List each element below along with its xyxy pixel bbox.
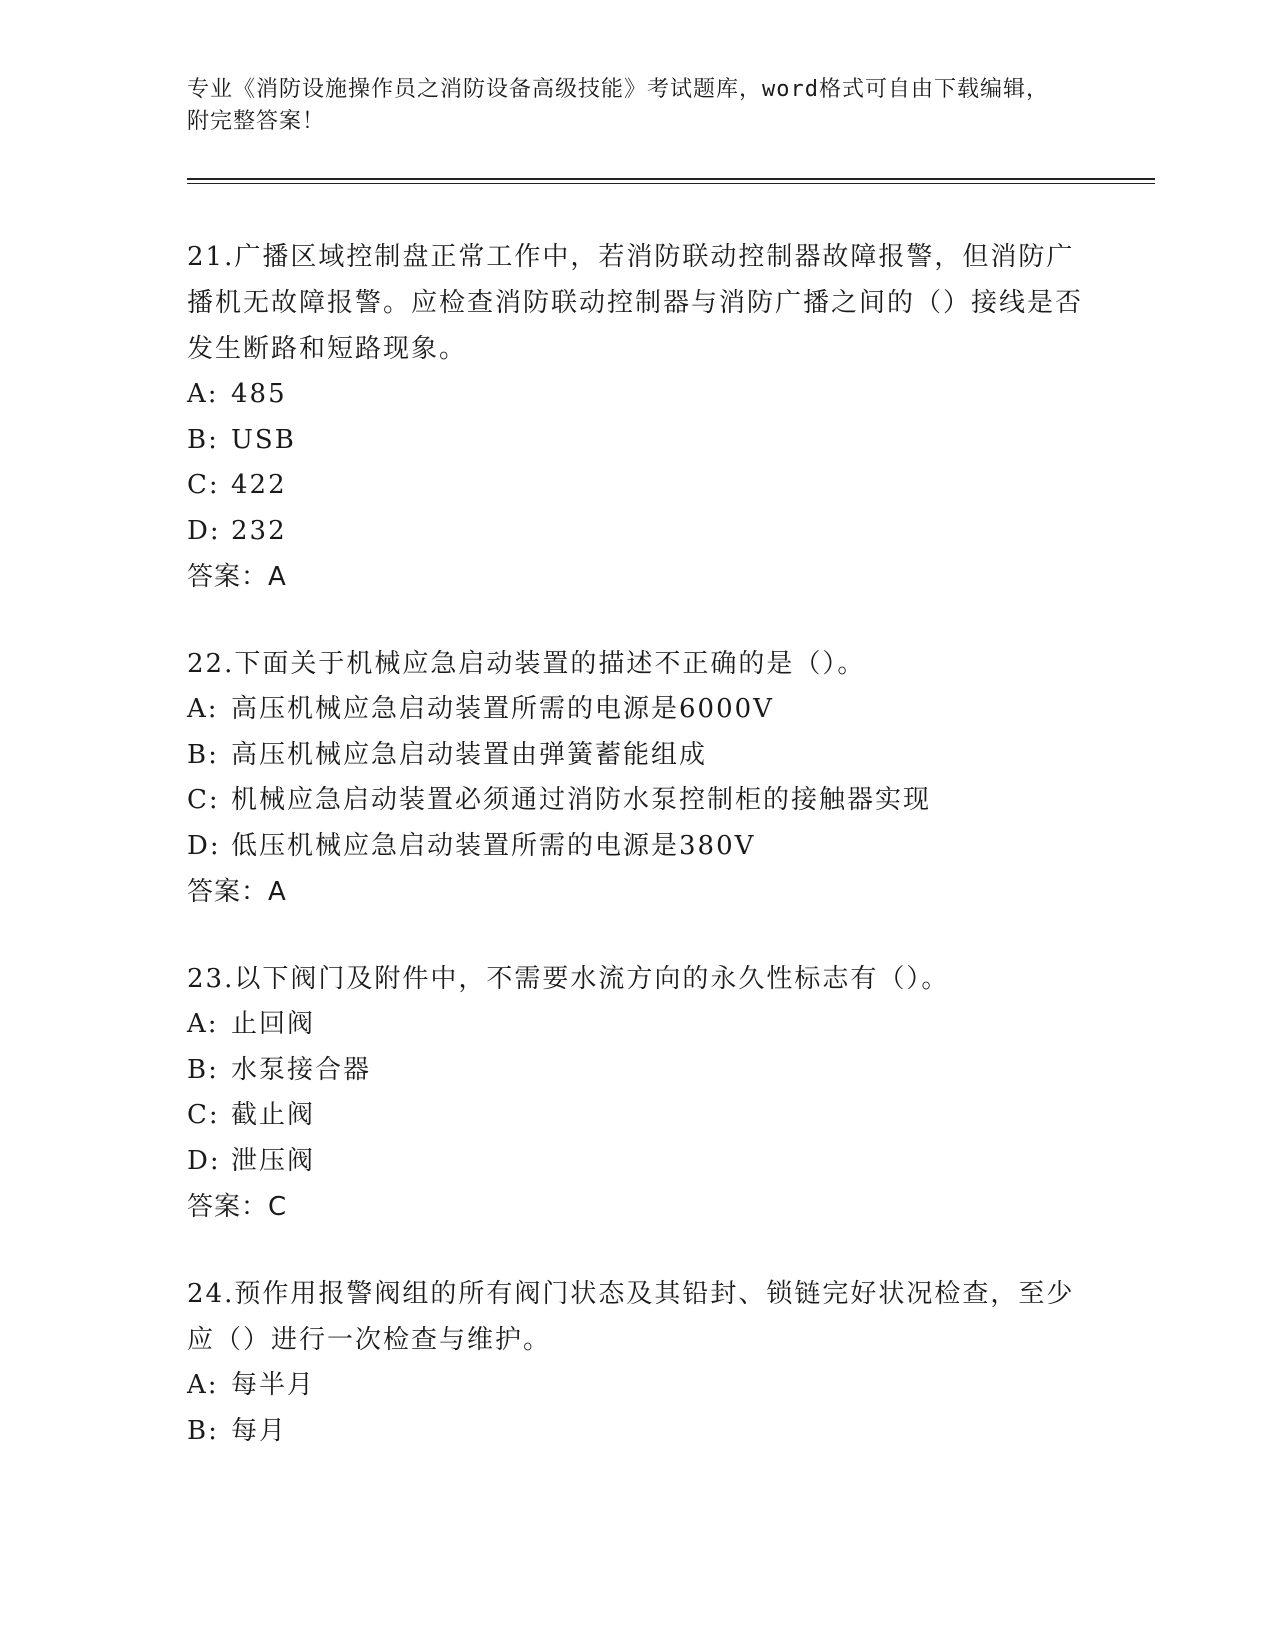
option-text: 低压机械应急启动装置所需的电源是380V (231, 830, 756, 861)
option-text: 泄压阀 (231, 1145, 316, 1176)
answer-line: 答案：C (187, 1192, 288, 1222)
option-letter: B: (187, 1415, 219, 1446)
answer-line: 答案：A (187, 877, 287, 907)
option-letter: A: (187, 694, 219, 724)
option-letter: D: (187, 1145, 221, 1176)
option-b (187, 1409, 1087, 1455)
option-letter: C: (187, 785, 220, 815)
option-b (187, 418, 1087, 464)
option-a (187, 1363, 1087, 1409)
question-stem: 21.广播区域控制盘正常工作中，若消防联动控制器故障报警，但消防广播机无故障报警。应检查消防联动控制器与消防广播之间的（）接线是否发生断路和短路现象。 (187, 242, 1084, 364)
option-text: 截止阀 (231, 1100, 316, 1130)
option-letter: D: (187, 515, 221, 546)
option-text: 高压机械应急启动装置由弹簧蓄能组成 (231, 739, 708, 770)
option-a (187, 372, 1087, 418)
answer-line: 答案：A (187, 562, 287, 592)
option-letter: B: (187, 1054, 219, 1085)
option-text: 232 (231, 515, 287, 546)
option-text: 每半月 (231, 1370, 316, 1400)
option-text: 每月 (231, 1415, 288, 1446)
option-c (187, 463, 1087, 509)
option-a (187, 1002, 1087, 1048)
option-d (187, 824, 1087, 870)
question-23 (187, 956, 1087, 1230)
question-list (187, 234, 1087, 1495)
option-text: 止回阀 (231, 1009, 316, 1039)
option-letter: C: (187, 470, 220, 500)
option-letter: A: (187, 1370, 219, 1400)
option-letter: B: (187, 424, 219, 455)
document-header: 专业《消防设施操作员之消防设备高级技能》考试题库，word格式可自由下载编辑，附完整答案！ (187, 77, 1049, 134)
question-24 (187, 1271, 1087, 1454)
option-text: 422 (231, 470, 287, 500)
option-a (187, 687, 1087, 733)
question-stem: 24.预作用报警阀组的所有阀门状态及其铅封、锁链完好状况检查，至少应（）进行一次检查与维护。 (187, 1279, 1075, 1355)
option-letter: B: (187, 739, 219, 770)
header-rule-thin (187, 183, 1155, 184)
option-letter: A: (187, 379, 219, 409)
option-text: 机械应急启动装置必须通过消防水泵控制柜的接触器实现 (231, 785, 932, 815)
option-d (187, 509, 1087, 555)
option-letter: A: (187, 1009, 219, 1039)
option-text: 485 (231, 379, 287, 409)
option-c (187, 778, 1087, 824)
option-b (187, 1048, 1087, 1094)
question-stem: 22.下面关于机械应急启动装置的描述不正确的是（）。 (187, 649, 866, 679)
option-b (187, 733, 1087, 779)
option-text: USB (231, 424, 296, 455)
option-letter: D: (187, 830, 221, 861)
option-c (187, 1093, 1087, 1139)
option-letter: C: (187, 1100, 220, 1130)
header-rule-thick (187, 178, 1155, 180)
question-21 (187, 234, 1087, 600)
option-text: 高压机械应急启动装置所需的电源是6000V (231, 694, 774, 724)
question-22 (187, 641, 1087, 915)
option-text: 水泵接合器 (231, 1054, 372, 1085)
option-d (187, 1139, 1087, 1185)
question-stem: 23.以下阀门及附件中，不需要水流方向的永久性标志有（）。 (187, 964, 950, 994)
